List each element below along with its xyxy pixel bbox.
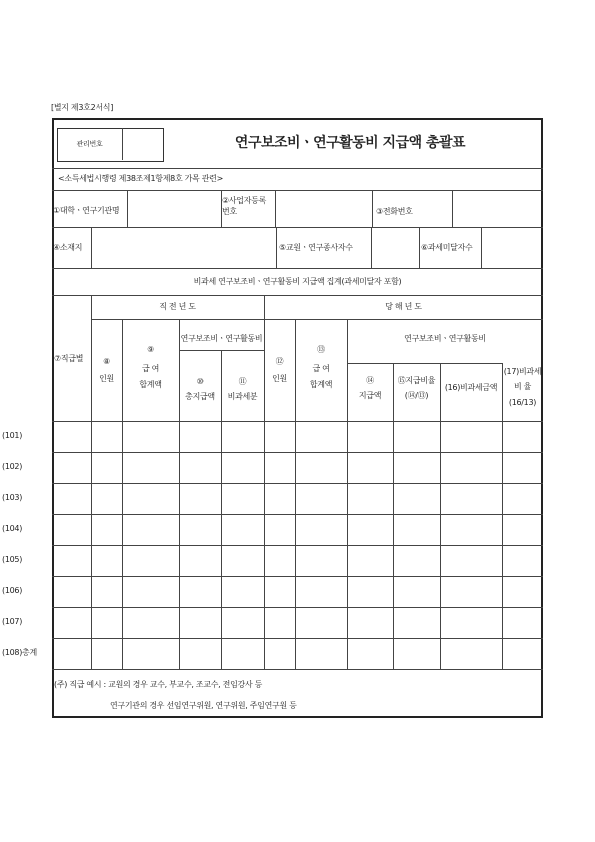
note-line-1: (주) 직급 예시 : 교원의 경우 교수, 부교수, 조교수, 전임강사 등: [54, 680, 263, 689]
col10-header: 총지급액: [185, 392, 215, 401]
col11-header: 비과세분: [227, 392, 258, 401]
phone-label: ③전화번호: [376, 207, 413, 216]
grade-header: ⑦직급별: [54, 354, 84, 363]
under-taxed-field[interactable]: [482, 228, 541, 267]
research-group-header-cur: 연구보조비ㆍ연구활동비: [404, 334, 486, 343]
institution-label: ①대학ㆍ연구기관명: [53, 206, 120, 215]
summary-title: 비과세 연구보조비ㆍ연구활동비 지급액 집계(과세미달자 포함): [193, 277, 402, 286]
col16-header: (16)비과세금액: [444, 383, 498, 392]
institution-field[interactable]: [128, 191, 220, 226]
row-label-107: (107): [2, 617, 23, 626]
col17-header-b: 비 율: [513, 382, 532, 391]
col14-number: ⑭: [366, 376, 374, 385]
staff-count-label: ⑤교원ㆍ연구종사자수: [279, 243, 353, 252]
row-label-102: (102): [2, 462, 23, 471]
prev-year-header: 직 전 년 도: [159, 302, 196, 311]
cur-year-header: 당 해 년 도: [385, 302, 422, 311]
col15-header-a: ⑮지급비율: [397, 376, 436, 385]
staff-count-field[interactable]: [372, 228, 418, 267]
page-title: 연구보조비ㆍ연구활동비 지급액 총괄표: [234, 135, 466, 151]
col17-header-c: (16/13): [508, 398, 537, 407]
col13-number: ⑬: [317, 345, 325, 354]
research-group-header-prev: 연구보조비ㆍ연구활동비: [180, 334, 263, 343]
col11-number: ⑪: [238, 377, 247, 386]
col12-number: ⑫: [275, 357, 284, 366]
note-line-2: 연구기관의 경우 선임연구위원, 연구위원, 주임연구원 등: [110, 701, 297, 710]
address-label: ④소재지: [53, 243, 83, 252]
phone-field[interactable]: [453, 191, 541, 226]
col9-header-a: 급 여: [141, 364, 160, 373]
row-label-108-total: (108)총계: [2, 648, 37, 657]
row-label-105: (105): [2, 555, 23, 564]
under-taxed-label: ⑥과세미달자수: [421, 243, 473, 252]
row-label-103: (103): [2, 493, 23, 502]
col15-header-b: (⑭/⑬): [404, 391, 429, 400]
form-code: [별지 제3호2서식]: [51, 103, 114, 112]
address-field[interactable]: [92, 228, 275, 267]
col17-header-a: (17)비과세: [503, 367, 542, 376]
col8-number: ⑧: [103, 357, 110, 366]
col10-number: ⑩: [196, 377, 204, 386]
bizno-label: ②사업자등록번호: [222, 196, 267, 216]
row-label-101: (101): [2, 431, 23, 440]
col9-number: ⑨: [147, 345, 154, 354]
row-label-104: (104): [2, 524, 23, 533]
col12-header: 인원: [272, 374, 287, 383]
col8-header: 인원: [99, 374, 114, 383]
col13-header-a: 급 여: [312, 364, 330, 373]
legal-basis: <소득세법시행령 제38조제1항제8호 가목 관련>: [58, 174, 223, 183]
col13-header-b: 합계액: [309, 380, 333, 389]
col9-header-b: 합계액: [139, 380, 162, 389]
col14-header: 지급액: [358, 391, 382, 400]
bizno-field[interactable]: [276, 191, 371, 226]
row-label-106: (106): [2, 586, 23, 595]
mgmt-number-label: 관리번호: [76, 140, 103, 148]
mgmt-number-field[interactable]: [123, 129, 161, 159]
